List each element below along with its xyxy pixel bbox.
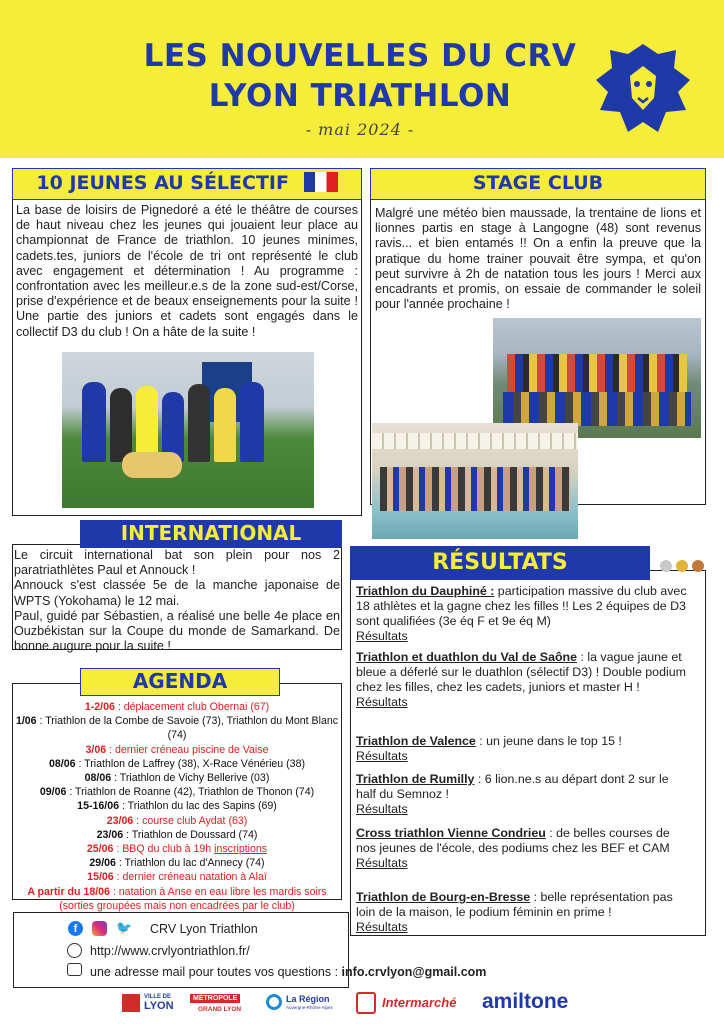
sponsor-ville-lyon (122, 990, 178, 1020)
agenda-item: 08/06 : Triathlon de Laffrey (38), X-Race Vénérieu (38) (49, 757, 305, 770)
twitter-icon[interactable]: 🐦 (116, 921, 133, 936)
newsletter-title (100, 36, 620, 116)
region-label: La Région (286, 994, 330, 1004)
header-banner (0, 0, 724, 158)
result-item: Cross triathlon Vienne Condrieu : de belles courses de nos jeunes de l'école, des podiums chez les BEF et CAM Résultats (356, 826, 692, 871)
sponsor-intermarche (356, 990, 474, 1020)
selectif-heading (12, 168, 362, 200)
agenda-item: 1-2/06 : déplacement club Obernai (67) (84, 701, 270, 713)
title-line-2: LYON TRIATHLON (208, 78, 512, 114)
agenda-item: 15-16/06 : Triathlon du lac des Sapins (69) (77, 800, 277, 813)
title-line-1: LES NOUVELLES DU CRV (143, 38, 577, 74)
international-text-1: Le circuit international bat son plein pour nos 2 paratriathlètes Paul et Annouck ! (14, 548, 340, 578)
sponsor-region (266, 990, 350, 1020)
email-prefix: une adresse mail pour toutes vos questions : (90, 965, 342, 979)
stage-group-photo (493, 318, 701, 438)
issue-date: - mai 2024 - (305, 120, 415, 139)
agenda-item: 29/06 : Triathlon du lac d'Annecy (74) (89, 857, 265, 870)
grand-lyon-label: GRAND LYON (198, 1006, 242, 1013)
lyon-label: LYON (144, 1000, 174, 1012)
sponsor-metropole (190, 990, 250, 1020)
international-text (14, 548, 340, 654)
ville-label: VILLE DE (144, 994, 172, 1000)
selectif-team-photo (62, 352, 314, 508)
results-link[interactable]: Résultats (356, 856, 408, 870)
intermarche-label: Intermarché (382, 995, 457, 1010)
results-link[interactable]: Résultats (356, 695, 408, 709)
results-link[interactable]: Résultats (356, 802, 408, 816)
agenda-title: AGENDA (132, 669, 228, 693)
stage-pool-photo (372, 423, 578, 539)
agenda-item: 23/06 : course club Aydat (63) (106, 814, 248, 827)
agenda-heading (80, 668, 280, 696)
agenda-item: 08/06 : Triathlon de Vichy Bellerive (03) (84, 772, 270, 785)
international-text-3: Paul, guidé par Sébastien, a réalisé une belle 4e place en Ouzbékistan sur la Coupe du monde de Samarkand. De bonne augure pour la suite ! (14, 608, 340, 654)
metropole-label: MÉTROPOLE (190, 994, 240, 1003)
lion-logo-icon (588, 36, 698, 146)
agenda-item: 25/06 : BBQ du club à 19h inscriptions (86, 843, 268, 856)
result-item: Triathlon de Bourg-en-Bresse : belle représentation pas loin de la maison, le podium féminin en prime ! Résultats (356, 890, 692, 935)
international-title: INTERNATIONAL (120, 521, 302, 545)
agenda-item: 1/06 : Triathlon de la Combe de Savoie (73), Triathlon du Mont Blanc (74) (15, 715, 339, 742)
international-text-2: Annouck s'est classée 5e de la manche japonaise de WPTS (Yokohama) le 12 mai. (14, 578, 340, 608)
resultats-heading (350, 546, 650, 580)
selectif-text: La base de loisirs de Pignedoré a été le théâtre de courses de haut niveau chez les jeunes qui jouaient leur place au championnat de France de triathlon. 10 jeunes minimes, cadets.tes, juniors de l'école de tri ont représenté le club avec engagement et détermination ! Au programme : confrontation avec les meilleur.e.s de la zone sud-est/Corse, prise d'expérience et de beaux enseignements pour la suite ! Une partie des juniors et cadets sont engagés dans le collectif D3 du club ! On a hâte de la suite ! (16, 203, 358, 339)
international-heading (80, 520, 342, 548)
agenda-item: 15/06 : dernier créneau natation à Alaï (87, 871, 267, 884)
globe-icon (67, 943, 82, 958)
result-item: Triathlon de Rumilly : 6 lion.ne.s au départ dont 2 sur le half du Semnoz ! Résultats (356, 772, 692, 817)
results-link[interactable]: Résultats (356, 629, 408, 643)
website-link[interactable]: http://www.crvlyontriathlon.fr/ (90, 944, 250, 958)
sponsor-amiltone (482, 990, 572, 1020)
agenda-item: 3/06 : dernier créneau piscine de Vaise (85, 743, 269, 756)
amiltone-label: amiltone (482, 990, 569, 1013)
result-item: Triathlon et duathlon du Val de Saône : la vague jaune et bleue a déferlé sur le duathlon (sélectif D3) ! Double podium chez les filles, chez les cadets, juniors et master H ! Résultats (356, 650, 692, 710)
instagram-icon[interactable] (92, 921, 107, 936)
selectif-title: 10 JEUNES AU SÉLECTIF (36, 172, 289, 194)
agenda-item: 09/06 : Triathlon de Roanne (42), Triathlon de Thonon (74) (39, 786, 315, 799)
medals-icon (660, 558, 706, 578)
stage-text: Malgré une météo bien maussade, la trentaine de lions et lionnes partis en stage à Langogne (48) sont revenus ravis... et bien entamés !! On a enfin la preuve que la pratique du home trainer pouvait être sympa, et qu'on peut survivre à 2h de natation tous les jours ! Merci aux encadrants et promis, on essaie de commander le soleil pour l'année prochaine ! (375, 206, 701, 312)
email-line (90, 965, 486, 979)
social-handle: CRV Lyon Triathlon (150, 922, 258, 936)
resultats-title: RÉSULTATS (432, 550, 568, 575)
region-sub-label: Auvergne-Rhône-Alpes (286, 1005, 333, 1010)
email-address[interactable]: info.crvlyon@gmail.com (341, 965, 487, 979)
stage-title: STAGE CLUB (472, 172, 604, 194)
french-flag-icon (304, 172, 338, 192)
results-link[interactable]: Résultats (356, 920, 408, 934)
agenda-list (12, 700, 342, 913)
inscriptions-link[interactable]: inscriptions (214, 843, 268, 856)
stage-heading (370, 168, 706, 200)
result-item: Triathlon de Valence : un jeune dans le top 15 ! Résultats (356, 734, 692, 764)
agenda-item: A partir du 18/06 : natation à Anse en eau libre les mardis soirs (sorties groupées mais non encadrées par le club) (27, 885, 327, 912)
facebook-icon[interactable]: f (68, 921, 83, 936)
result-item: Triathlon du Dauphiné : participation massive du club avec 18 athlètes et la gagne chez les filles !! Les 2 équipes de D3 sont qualifiées (3e éq F et 9e éq M) Résultats (356, 584, 692, 644)
agenda-item: 23/06 : Triathlon de Doussard (74) (96, 828, 258, 841)
results-link[interactable]: Résultats (356, 749, 408, 763)
chat-icon (67, 963, 82, 976)
